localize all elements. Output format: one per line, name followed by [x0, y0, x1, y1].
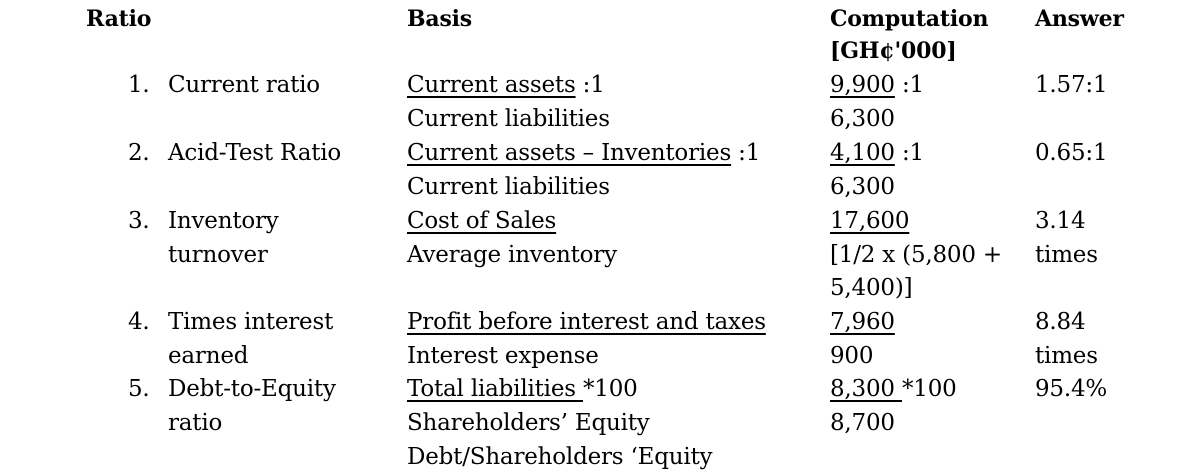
basis-denominator: Shareholders’ Equity — [407, 410, 650, 436]
header-answer: Answer — [1035, 6, 1124, 32]
ratio-name: Debt-to-Equity — [168, 376, 336, 402]
computation-denominator-continued: 5,400)] — [830, 275, 913, 301]
header-ratio: Ratio — [86, 6, 152, 32]
answer-value: 95.4% — [1035, 376, 1108, 402]
row-number: 4. — [128, 309, 150, 335]
ratio-name: Acid-Test Ratio — [168, 140, 342, 166]
answer-value: 8.84 — [1035, 309, 1086, 335]
basis-numerator: Profit before interest and taxes — [407, 309, 766, 335]
basis-numerator: Total liabilities *100 — [407, 376, 638, 402]
row-number: 1. — [128, 72, 150, 98]
answer-value: 0.65:1 — [1035, 140, 1108, 166]
basis-numerator: Current assets – Inventories :1 — [407, 140, 761, 166]
answer-value: 1.57:1 — [1035, 72, 1108, 98]
computation-numerator: 17,600 — [830, 208, 910, 234]
computation-denominator: 6,300 — [830, 174, 895, 200]
header-basis: Basis — [407, 6, 472, 32]
ratio-name: Current ratio — [168, 72, 320, 98]
ratio-name-continued: turnover — [168, 242, 268, 268]
computation-numerator: 9,900 :1 — [830, 72, 924, 98]
header-computation: Computation — [830, 6, 989, 32]
row-number: 3. — [128, 208, 150, 234]
basis-numerator: Current assets :1 — [407, 72, 605, 98]
header-computation-unit: [GH¢'000] — [830, 38, 957, 64]
basis-denominator: Average inventory — [407, 242, 617, 268]
answer-unit: times — [1035, 343, 1098, 369]
basis-denominator: Interest expense — [407, 343, 599, 369]
computation-denominator: 6,300 — [830, 106, 895, 132]
computation-numerator: 7,960 — [830, 309, 895, 335]
ratio-name: Times interest — [168, 309, 334, 335]
computation-numerator: 4,100 :1 — [830, 140, 924, 166]
row-number: 5. — [128, 376, 150, 402]
answer-value: 3.14 — [1035, 208, 1086, 234]
computation-denominator: 900 — [830, 343, 874, 369]
ratio-name-continued: ratio — [168, 410, 223, 436]
computation-denominator: [1/2 x (5,800 + — [830, 242, 1002, 268]
computation-numerator: 8,300 *100 — [830, 376, 957, 402]
answer-unit: times — [1035, 242, 1098, 268]
basis-numerator: Cost of Sales — [407, 208, 557, 234]
computation-denominator: 8,700 — [830, 410, 895, 436]
basis-denominator-continued: Debt/Shareholders ‘Equity — [407, 444, 713, 470]
ratio-name-continued: earned — [168, 343, 249, 369]
row-number: 2. — [128, 140, 150, 166]
basis-denominator: Current liabilities — [407, 174, 610, 200]
ratio-name: Inventory — [168, 208, 279, 234]
basis-denominator: Current liabilities — [407, 106, 610, 132]
